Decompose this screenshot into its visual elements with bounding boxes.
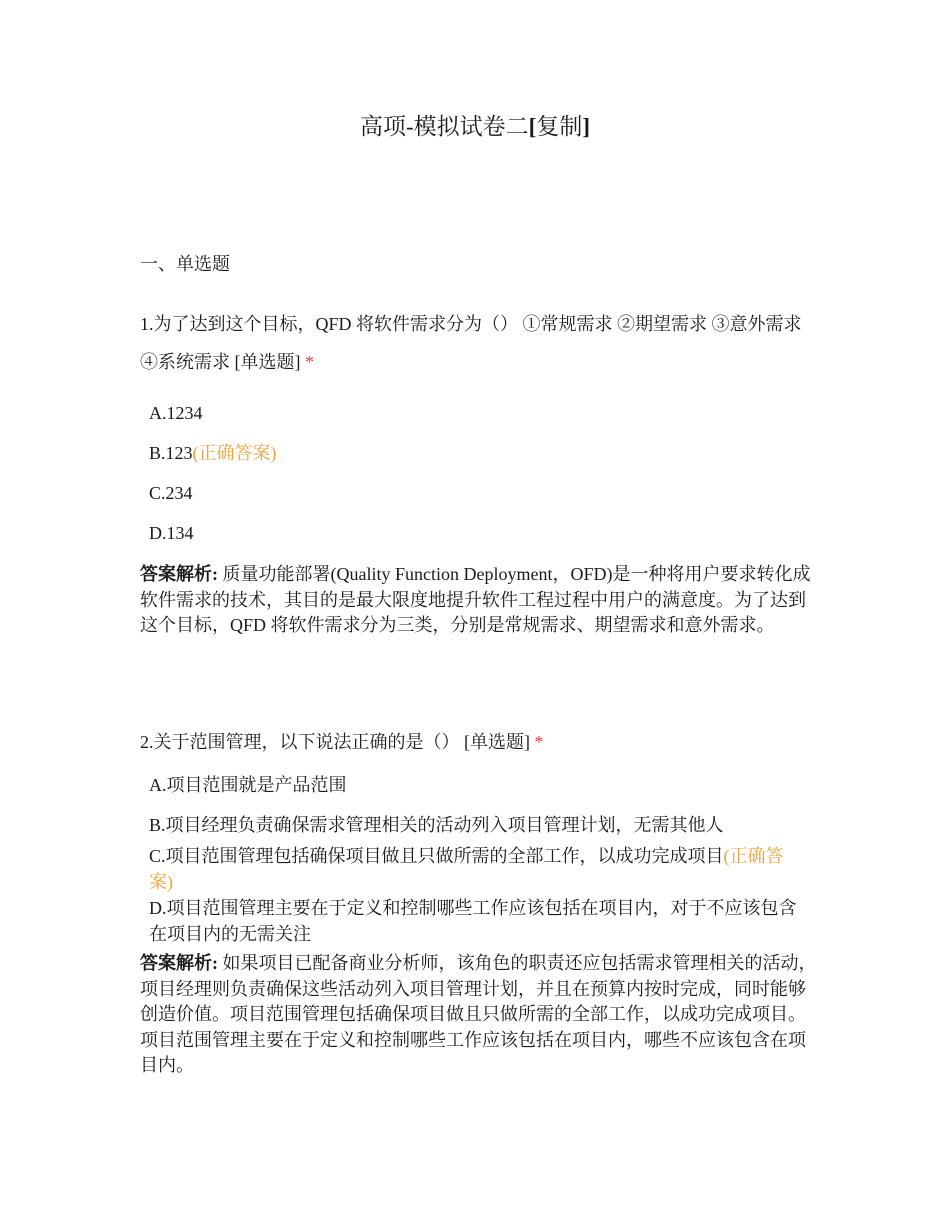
question-2-stem: 2.关于范围管理，以下说法正确的是（） [单选题] (140, 732, 530, 752)
option-a[interactable] (140, 393, 820, 433)
analysis-label: 答案解析: (140, 953, 218, 973)
option-b[interactable] (140, 433, 820, 473)
question-1-options (140, 393, 820, 553)
correct-answer-mark: (正确答案) (149, 846, 784, 892)
analysis-text: 质量功能部署(Quality Function Deployment，OFD)是一种将用户要求转化成软件需求的技术，其目的是最大限度地提升软件工程过程中用户的满意度。为了达到这个目标，QFD 将软件需求分为三类，分别是常规需求、期望需求和意外需求。 (140, 564, 811, 635)
option-d[interactable] (140, 513, 820, 553)
option-c-text: C.234 (149, 483, 193, 503)
option-a-text: A.项目范围就是产品范围 (149, 775, 347, 795)
option-a[interactable] (140, 765, 820, 805)
question-2 (140, 729, 820, 1079)
title-main: 高项-模拟试卷二 (359, 114, 529, 139)
option-d[interactable] (140, 895, 804, 947)
option-b-text: B.项目经理负责确保需求管理相关的活动列入项目管理计划，无需其他人 (149, 815, 724, 835)
question-2-text (140, 729, 820, 755)
question-1 (140, 305, 820, 639)
analysis-text: 如果项目已配备商业分析师，该角色的职责还应包括需求管理相关的活动，项目经理则负责确保这些活动列入项目管理计划，并且在预算内按时完成，同时能够创造价值。项目范围管理包括确保项目做且只做所需的全部工作，以成功完成项目。项目范围管理主要在于定义和控制哪些工作应该包括在项目内，哪些不应该包含在项目内。 (140, 953, 817, 1075)
option-c[interactable] (140, 843, 799, 895)
section-heading: 一、单选题 (140, 254, 230, 274)
question-1-text (140, 305, 820, 381)
option-b[interactable] (140, 805, 820, 845)
option-c[interactable] (140, 473, 820, 513)
option-d-text: D.项目范围管理主要在于定义和控制哪些工作应该包括在项目内，对于不应该包含在项目内的无需关注 (149, 898, 797, 944)
question-1-stem: 1.为了达到这个目标，QFD 将软件需求分为（） ①常规需求 ②期望需求 ③意外需求 ④系统需求 [单选题] (140, 314, 802, 372)
required-asterisk: * (534, 732, 544, 752)
analysis-label: 答案解析: (140, 564, 218, 584)
option-b-text: B.123 (149, 443, 193, 463)
title-bracket-open: [ (528, 114, 537, 139)
required-asterisk: * (305, 352, 314, 372)
question-1-analysis (140, 562, 820, 639)
question-2-analysis (140, 951, 820, 1079)
correct-answer-mark: (正确答案) (192, 443, 277, 463)
question-2-options (140, 765, 820, 947)
option-c-text: C.项目范围管理包括确保项目做且只做所需的全部工作，以成功完成项目 (149, 846, 724, 866)
title-bracket-word: 复制 (536, 114, 583, 139)
option-a-text: A.1234 (149, 403, 203, 423)
title-bracket-close: ] (582, 114, 590, 139)
document-title (0, 112, 950, 142)
option-d-text: D.134 (149, 523, 194, 543)
